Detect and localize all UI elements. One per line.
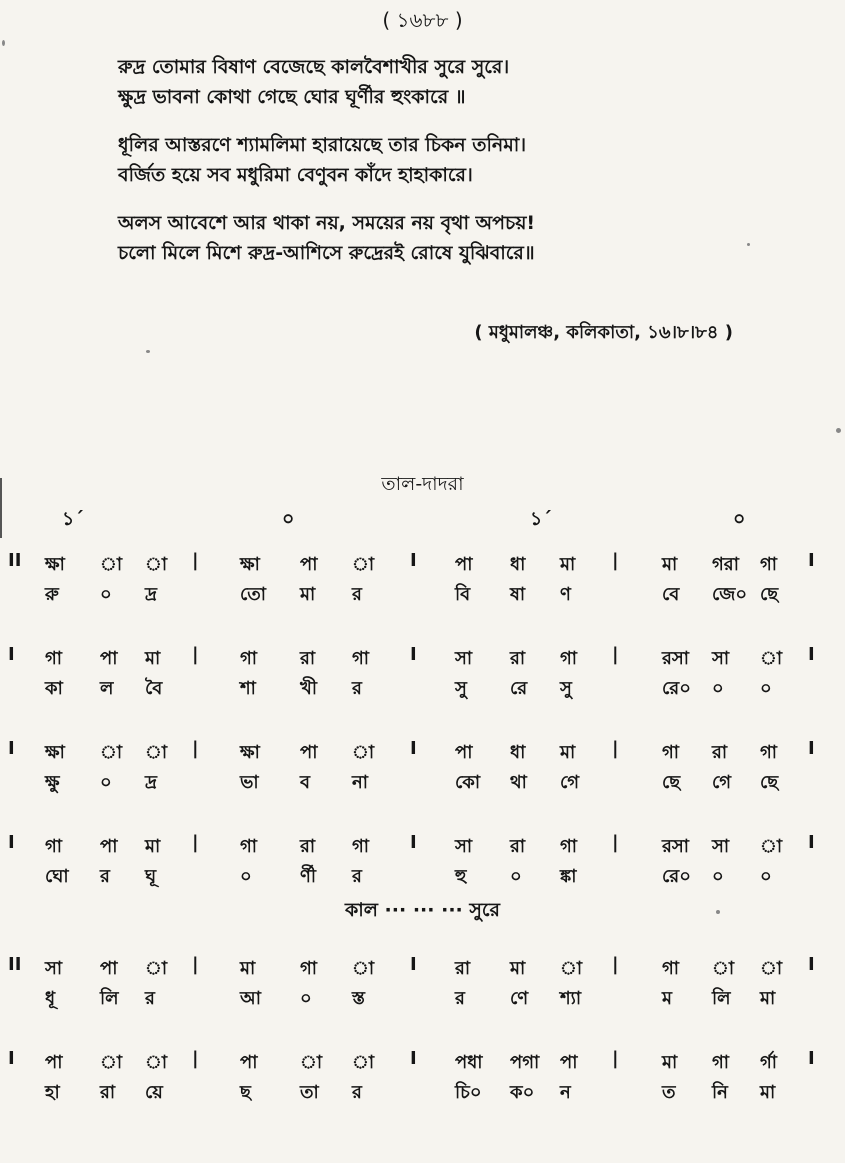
swara-note: া (712, 958, 735, 979)
swara-note: মা (240, 958, 256, 979)
swara-row (0, 640, 845, 672)
swara-note: া (352, 1052, 375, 1073)
bar-line: I (410, 1048, 417, 1069)
swara-note: া (145, 742, 168, 763)
swara-note: পা (100, 836, 118, 857)
lyric-syllable: মা (300, 584, 316, 605)
swara-note: পা (560, 1052, 578, 1073)
swara-note: পগা (510, 1052, 540, 1073)
lyric-syllable: লি (100, 988, 119, 1009)
lyric-syllable: রু (45, 584, 59, 605)
lyric-syllable: বি (455, 584, 471, 605)
bar-line: I (8, 1048, 15, 1069)
lyric-syllable: র (352, 866, 362, 887)
bar-line: | (192, 644, 199, 665)
swara-note: া (300, 1052, 323, 1073)
lyric-syllable: গে (712, 772, 732, 793)
poem-source: ( মধুমালঞ্চ, কলিকাতা, ১৬।৮।৮৪ ) (474, 322, 733, 343)
lyric-syllable: খী (300, 678, 317, 699)
lyric-syllable: দ্র (145, 772, 157, 793)
lyric-syllable: ০ (760, 678, 772, 699)
swara-note: ধা (510, 742, 526, 763)
bar-line: | (612, 550, 619, 571)
bar-line: I (410, 832, 417, 853)
lyric-syllable: ছে (760, 772, 779, 793)
swara-note: গা (300, 958, 318, 979)
poem-line: রুদ্র তোমার বিষাণ বেজেছে কালবৈশাখীর সুরে সুরে। (118, 56, 510, 78)
swara-note: া (100, 742, 123, 763)
lyric-syllable: র্ণী (300, 866, 317, 887)
lyric-row (0, 982, 845, 1014)
swara-note: সা (712, 836, 730, 857)
notation-block (0, 546, 845, 1108)
lyric-syllable: কা (45, 678, 63, 699)
paper-speck (716, 910, 720, 914)
paper-speck (747, 243, 750, 246)
lyric-syllable: ০ (712, 866, 724, 887)
bar-line: | (192, 1048, 199, 1069)
swara-note: সা (455, 648, 473, 669)
lyric-syllable: র (100, 866, 110, 887)
lyric-syllable: বৈ (145, 678, 163, 699)
poem-line: চলো মিলে মিশে রুদ্র-আশিসে রুদ্রেরই রোষে যুঝিবারে॥ (118, 242, 535, 264)
lyric-syllable: স্ত (352, 988, 365, 1009)
lyric-syllable: ০ (100, 772, 112, 793)
swara-note: রা (455, 958, 471, 979)
lyric-syllable: ভা (240, 772, 259, 793)
bar-line: I (808, 1048, 815, 1069)
swara-note: া (760, 836, 783, 857)
lyric-syllable: ছে (760, 584, 779, 605)
lyric-row (0, 578, 845, 610)
lyric-syllable: য়ে (145, 1082, 163, 1103)
swara-note: রা (300, 836, 316, 857)
lyric-syllable: ঘো (45, 866, 69, 887)
lyric-syllable: শা (240, 678, 256, 699)
bar-line: I (808, 550, 815, 571)
lyric-syllable: ০ (712, 678, 724, 699)
swara-note: রা (300, 648, 316, 669)
lyric-syllable: ছে (662, 772, 681, 793)
lyric-syllable: ঙ্কা (560, 866, 577, 887)
swara-note: গা (760, 554, 778, 575)
swara-note: গা (760, 742, 778, 763)
lyric-syllable: দ্র (145, 584, 157, 605)
swara-note: গা (45, 648, 63, 669)
lyric-syllable: ক০ (510, 1082, 535, 1103)
lyric-syllable: আ (240, 988, 261, 1009)
swara-note: মা (510, 958, 526, 979)
poem-line: অলস আবেশে আর থাকা নয়, সময়ের নয় বৃথা অপচয়! (118, 212, 536, 234)
bar-line: I (808, 832, 815, 853)
poem-text (118, 52, 758, 268)
beat-marker: ১´ (62, 508, 84, 530)
lyric-syllable: রা (100, 1082, 116, 1103)
bar-line: II (8, 954, 22, 975)
swara-note: সা (455, 836, 473, 857)
section-separator (0, 892, 845, 950)
bar-line: I (808, 738, 815, 759)
swara-note: সা (45, 958, 63, 979)
lyric-syllable: র (455, 988, 465, 1009)
swara-note: মা (662, 554, 678, 575)
swara-row (0, 734, 845, 766)
lyric-syllable: তো (240, 584, 267, 605)
swara-note: মা (145, 648, 161, 669)
lyric-syllable: ০ (760, 866, 772, 887)
beat-marker: ০ (733, 508, 746, 530)
lyric-syllable: ০ (300, 988, 312, 1009)
bar-line: | (612, 954, 619, 975)
page-edge (0, 478, 2, 538)
lyric-syllable: র (352, 584, 362, 605)
poem-line: ক্ষুদ্র ভাবনা কোথা গেছে ঘোর ঘূর্ণীর হুংকারে ॥ (118, 86, 466, 108)
lyric-syllable: র (352, 678, 362, 699)
swara-note: া (560, 958, 583, 979)
swara-note: মা (145, 836, 161, 857)
bar-line: | (192, 954, 199, 975)
separator-text: কাল ··· ··· ··· সুরে (344, 899, 500, 921)
swara-row (0, 828, 845, 860)
swara-note: গা (712, 1052, 730, 1073)
lyric-syllable: র (145, 988, 155, 1009)
bar-line: | (192, 832, 199, 853)
swara-note: া (145, 958, 168, 979)
swara-note: র্গা (760, 1052, 778, 1073)
lyric-syllable: ত (662, 1082, 676, 1103)
lyric-syllable: ল (100, 678, 114, 699)
swara-note: া (760, 648, 783, 669)
lyric-syllable: বে (662, 584, 680, 605)
lyric-syllable: কো (455, 772, 481, 793)
lyric-syllable: ম (662, 988, 672, 1009)
bar-line: | (612, 738, 619, 759)
beat-marker: ০ (282, 508, 295, 530)
lyric-syllable: ন (560, 1082, 571, 1103)
lyric-syllable: লি (712, 988, 731, 1009)
swara-note: ক্ষা (240, 554, 260, 575)
bar-line: I (410, 644, 417, 665)
lyric-syllable: ধূ (45, 988, 56, 1009)
lyric-syllable: নি (712, 1082, 728, 1103)
lyric-syllable: রে০ (662, 678, 691, 699)
swara-note: গা (240, 648, 258, 669)
poem-line: বর্জিত হয়ে সব মধুরিমা বেণুবন কাঁদে হাহাকারে। (118, 164, 473, 186)
lyric-syllable: তা (300, 1082, 319, 1103)
swara-note: পা (45, 1052, 63, 1073)
lyric-syllable: জে০ (712, 584, 748, 605)
bar-line: | (192, 738, 199, 759)
lyric-syllable: ক্ষু (45, 772, 60, 793)
swara-row (0, 546, 845, 578)
swara-note: রা (510, 836, 526, 857)
bar-line: I (8, 832, 15, 853)
lyric-syllable: ঘূ (145, 866, 157, 887)
paper-speck (146, 350, 150, 353)
lyric-syllable: সু (560, 678, 572, 699)
swara-note: ক্ষা (240, 742, 260, 763)
swara-note: রসা (662, 836, 690, 857)
bar-line: I (410, 738, 417, 759)
lyric-syllable: ০ (510, 866, 522, 887)
swara-note: রসা (662, 648, 690, 669)
swara-note: া (352, 958, 375, 979)
lyric-syllable: ষা (510, 584, 526, 605)
swara-note: পধা (455, 1052, 483, 1073)
swara-note: গা (45, 836, 63, 857)
lyric-syllable: মা (760, 1082, 776, 1103)
bar-line: I (8, 644, 15, 665)
swara-note: া (760, 958, 783, 979)
tala-title: তাল-দাদরা (381, 473, 464, 495)
swara-note: া (145, 554, 168, 575)
bar-line: | (612, 832, 619, 853)
swara-note: রা (712, 742, 728, 763)
swara-note: মা (560, 742, 576, 763)
swara-note: গা (560, 648, 578, 669)
lyric-row (0, 860, 845, 892)
swara-note: া (352, 742, 375, 763)
lyric-syllable: ণে (510, 988, 529, 1009)
lyric-syllable: হা (45, 1082, 60, 1103)
lyric-syllable: গে (560, 772, 580, 793)
lyric-syllable: না (352, 772, 368, 793)
swara-note: পা (300, 554, 318, 575)
lyric-syllable: চি০ (455, 1082, 482, 1103)
swara-note: গরা (712, 554, 739, 575)
lyric-syllable: মা (760, 988, 776, 1009)
lyric-syllable: রে (510, 678, 528, 699)
lyric-row (0, 766, 845, 798)
bar-line: I (808, 644, 815, 665)
swara-note: ক্ষা (45, 742, 65, 763)
bar-line: I (410, 954, 417, 975)
lyric-syllable: র (352, 1082, 362, 1103)
swara-note: সা (712, 648, 730, 669)
swara-note: া (100, 1052, 123, 1073)
swara-note: পা (455, 742, 473, 763)
poem-line: ধূলির আস্তরণে শ্যামলিমা হারায়েছে তার চিকন তনিমা। (118, 134, 527, 156)
swara-note: গা (240, 836, 258, 857)
swara-note: পা (455, 554, 473, 575)
swara-note: া (352, 554, 375, 575)
lyric-syllable: রে০ (662, 866, 691, 887)
swara-note: মা (662, 1052, 678, 1073)
swara-note: গা (662, 958, 680, 979)
lyric-syllable: হু (455, 866, 467, 887)
paper-speck (836, 428, 841, 433)
swara-note: গা (352, 836, 370, 857)
swara-note: গা (352, 648, 370, 669)
lyric-syllable: থা (510, 772, 527, 793)
lyric-syllable: সু (455, 678, 467, 699)
swara-note: ধা (510, 554, 526, 575)
swara-note: রা (510, 648, 526, 669)
bar-line: I (8, 738, 15, 759)
beat-marker: ১´ (530, 508, 552, 530)
swara-note: া (145, 1052, 168, 1073)
bar-line: | (612, 1048, 619, 1069)
bar-line: | (612, 644, 619, 665)
lyric-row (0, 672, 845, 704)
bar-line: I (410, 550, 417, 571)
lyric-syllable: শ্যা (560, 988, 582, 1009)
paper-speck (2, 40, 5, 46)
lyric-row (0, 1076, 845, 1108)
lyric-syllable: ০ (240, 866, 252, 887)
swara-note: পা (300, 742, 318, 763)
swara-note: মা (560, 554, 576, 575)
swara-note: ক্ষা (45, 554, 65, 575)
swara-note: া (100, 554, 123, 575)
swara-note: গা (662, 742, 680, 763)
swara-row (0, 1044, 845, 1076)
lyric-syllable: ব (300, 772, 311, 793)
bar-line: | (192, 550, 199, 571)
lyric-syllable: ণ (560, 584, 571, 605)
lyric-syllable: ০ (100, 584, 112, 605)
swara-note: গা (560, 836, 578, 857)
page-number: ( ১৬৮৮ ) (382, 8, 463, 32)
bar-line: I (808, 954, 815, 975)
swara-note: পা (100, 648, 118, 669)
swara-note: পা (100, 958, 118, 979)
bar-line: II (8, 550, 22, 571)
swara-row (0, 950, 845, 982)
swara-note: পা (240, 1052, 258, 1073)
lyric-syllable: ছ (240, 1082, 251, 1103)
